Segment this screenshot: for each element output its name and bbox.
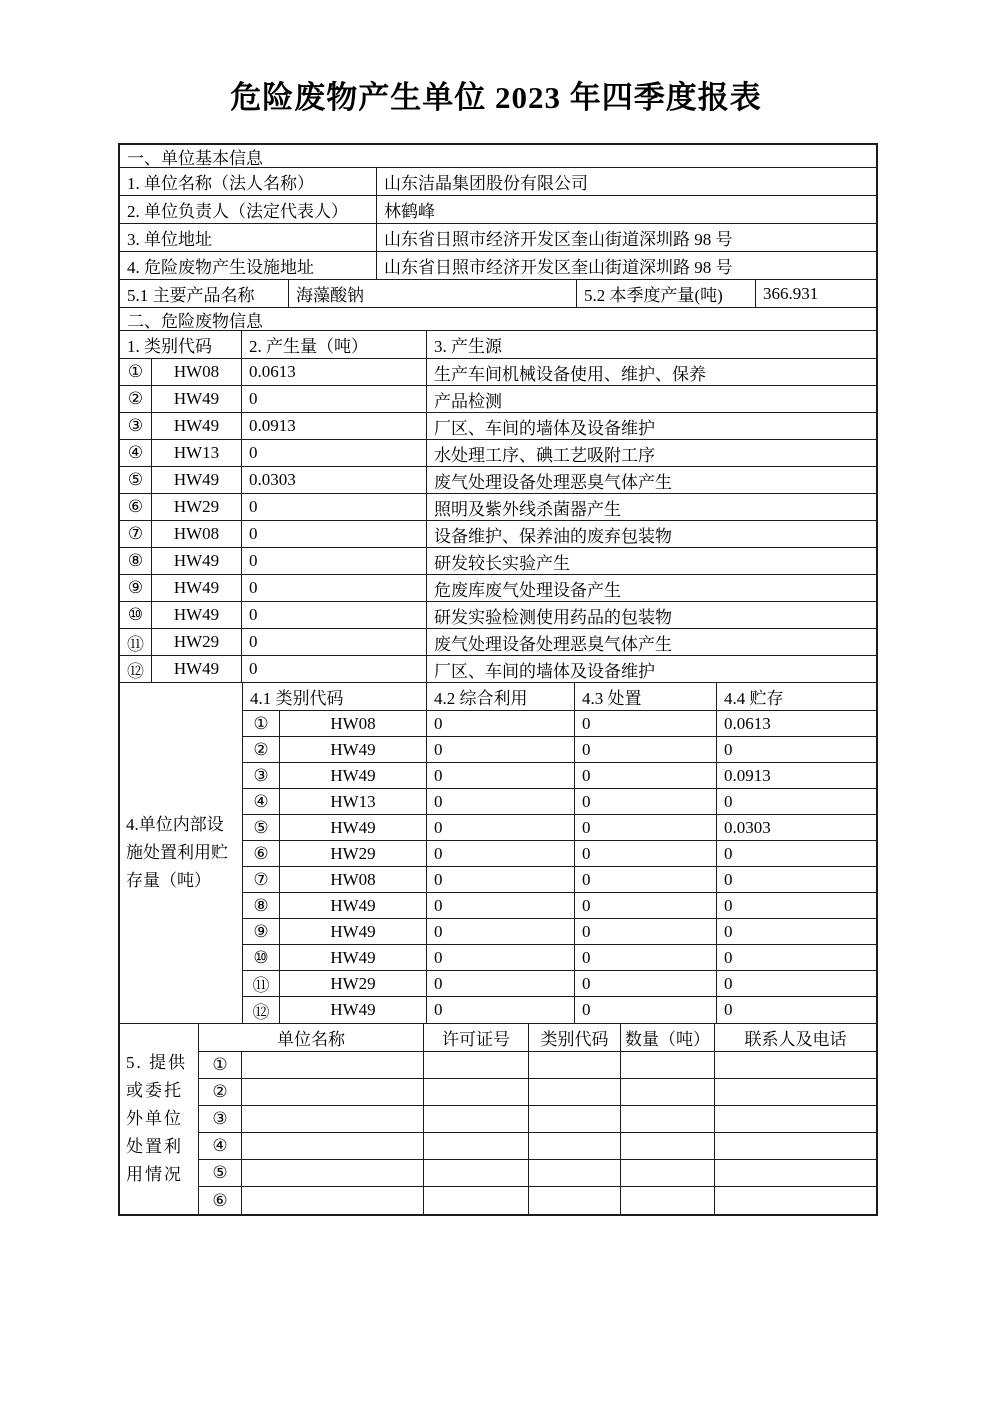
row-number-cell: ⑪ [120,629,152,655]
source-cell: 生产车间机械设备使用、维护、保养 [434,364,706,384]
license-cell [424,1160,529,1186]
info-row [120,196,876,224]
amount-cell: 0 [242,575,427,601]
contact-cell [715,1079,876,1105]
row-number-cell: ⑤ [243,815,280,840]
amount-cell: 0 [242,548,427,574]
internal-row [243,711,876,737]
info-label-responsible-person: 2. 单位负责人（法定代表人） [120,196,377,223]
category-code-cell: HW49 [152,548,242,574]
license-cell [424,1079,529,1105]
waste-row [120,521,876,548]
row-number-cell: ⑪ [243,971,280,996]
row-number-cell: ⑥ [199,1187,242,1214]
external-row [199,1052,876,1079]
section1-header-row [120,145,876,168]
utilization-cell: 0 [427,945,575,970]
utilization-cell: 0 [427,711,575,736]
product-row [120,280,876,308]
unit-name-cell [242,1052,424,1078]
col-unit-name: 单位名称 [199,1024,424,1051]
row-number-cell: ② [243,737,280,762]
internal-row [243,789,876,815]
row-number-cell: ① [199,1052,242,1078]
row-number-cell: ⑩ [120,602,152,628]
license-cell [424,1133,529,1159]
category-code-cell: HW49 [280,919,427,944]
col-contact: 联系人及电话 [744,1030,847,1049]
category-code-cell: HW08 [152,521,242,547]
disposal-cell: 0 [575,737,717,762]
utilization-cell: 0 [427,789,575,814]
unit-name-cell [242,1133,424,1159]
internal-row [243,841,876,867]
contact-cell [715,1187,876,1214]
waste-row [120,548,876,575]
row-number-cell: ⑫ [243,997,280,1023]
quantity-cell [621,1079,715,1105]
quarter-output-value: 366.931 [763,283,819,303]
quarter-output-label: 5.2 本季度产量(吨) [577,280,756,307]
row-number-cell: ② [120,386,152,412]
amount-cell: 0 [242,521,427,547]
row-number-cell: ⑨ [120,575,152,601]
contact-cell [715,1106,876,1132]
amount-cell: 0.0303 [242,467,427,493]
info-value-facility-address: 山东省日照市经济开发区奎山街道深圳路 98 号 [384,258,733,277]
source-cell: 废气处理设备处理恶臭气体产生 [434,472,672,492]
internal-disposal-body [243,683,876,1023]
row-number-cell: ① [243,711,280,736]
disposal-cell: 0 [575,971,717,996]
storage-cell: 0 [724,973,733,993]
utilization-cell: 0 [427,893,575,918]
internal-row [243,919,876,945]
col-41-category-code: 4.1 类别代码 [243,683,427,710]
storage-cell: 0 [724,791,733,811]
disposal-cell: 0 [575,763,717,788]
disposal-cell: 0 [575,815,717,840]
code-cell [529,1079,621,1105]
source-cell: 产品检测 [434,391,502,411]
disposal-cell: 0 [575,841,717,866]
category-code-cell: HW49 [152,602,242,628]
info-label-unit-address: 3. 单位地址 [120,224,377,251]
internal-columns-row [243,683,876,711]
internal-disposal-section [120,683,876,1024]
row-number-cell: ⑨ [243,919,280,944]
row-number-cell: ⑥ [120,494,152,520]
utilization-cell: 0 [427,971,575,996]
col-category-code: 1. 类别代码 [120,331,242,358]
col-source: 3. 产生源 [434,337,502,356]
amount-cell: 0 [242,494,427,520]
col-license-number: 许可证号 [424,1024,529,1051]
info-value-responsible-person: 林鹤峰 [384,202,435,221]
storage-cell: 0 [724,895,733,915]
col-amount: 2. 产生量（吨） [242,331,427,358]
amount-cell: 0.0613 [242,359,427,385]
waste-row [120,386,876,413]
category-code-cell: HW08 [280,711,427,736]
waste-row [120,629,876,656]
page-title: 危险废物产生单位 2023 年四季度报表 [230,80,762,115]
waste-row [120,602,876,629]
info-value-unit-name: 山东洁晶集团股份有限公司 [384,174,588,193]
row-number-cell: ① [120,359,152,385]
col-44-storage: 4.4 贮存 [724,689,784,708]
external-row [199,1133,876,1160]
waste-row [120,467,876,494]
storage-cell: 0 [724,1000,733,1019]
row-number-cell: ③ [243,763,280,788]
internal-row [243,945,876,971]
source-cell: 厂区、车间的墙体及设备维护 [434,661,655,681]
storage-cell: 0 [724,869,733,889]
category-code-cell: HW49 [152,656,242,682]
col-43-disposal: 4.3 处置 [575,683,717,710]
source-cell: 危废库废气处理设备产生 [434,580,621,600]
disposal-cell: 0 [575,997,717,1023]
code-cell [529,1052,621,1078]
category-code-cell: HW29 [280,971,427,996]
row-number-cell: ⑤ [199,1160,242,1186]
row-number-cell: ⑥ [243,841,280,866]
amount-cell: 0 [242,386,427,412]
section2-header-row [120,308,876,331]
source-cell: 厂区、车间的墙体及设备维护 [434,418,655,438]
external-disposal-body [199,1024,876,1214]
waste-columns-row [120,331,876,359]
unit-name-cell [242,1079,424,1105]
category-code-cell: HW49 [280,945,427,970]
external-disposal-label: 5. 提供或委托外单位处置利用情况 [120,1024,199,1214]
utilization-cell: 0 [427,919,575,944]
category-code-cell: HW49 [152,413,242,439]
category-code-cell: HW29 [280,841,427,866]
quantity-cell [621,1052,715,1078]
waste-row [120,575,876,602]
internal-row [243,971,876,997]
utilization-cell: 0 [427,867,575,892]
source-cell: 研发较长实验产生 [434,553,570,573]
internal-row [243,997,876,1023]
row-number-cell: ⑤ [120,467,152,493]
internal-disposal-label: 4.单位内部设施处置利用贮存量（吨） [120,683,243,1023]
unit-name-cell [242,1106,424,1132]
row-number-cell: ⑦ [243,867,280,892]
internal-row [243,763,876,789]
storage-cell: 0.0303 [724,817,771,837]
info-label-facility-address: 4. 危险废物产生设施地址 [120,252,377,279]
code-cell [529,1106,621,1132]
internal-row [243,867,876,893]
utilization-cell: 0 [427,841,575,866]
disposal-cell: 0 [575,919,717,944]
row-number-cell: ③ [199,1106,242,1132]
quantity-cell [621,1106,715,1132]
row-number-cell: ③ [120,413,152,439]
external-columns-row [199,1024,876,1052]
unit-name-cell [242,1160,424,1186]
code-cell [529,1133,621,1159]
category-code-cell: HW49 [280,997,427,1023]
amount-cell: 0.0913 [242,413,427,439]
internal-row [243,737,876,763]
storage-cell: 0 [724,947,733,967]
source-cell: 废气处理设备处理恶臭气体产生 [434,634,672,654]
amount-cell: 0 [242,602,427,628]
source-cell: 水处理工序、碘工艺吸附工序 [434,445,655,465]
category-code-cell: HW29 [152,629,242,655]
info-row [120,224,876,252]
product-name-value: 海藻酸钠 [289,280,577,307]
info-label-unit-name: 1. 单位名称（法人名称） [120,168,377,195]
disposal-cell: 0 [575,945,717,970]
source-cell: 设备维护、保养油的废弃包装物 [434,526,672,546]
code-cell [529,1160,621,1186]
row-number-cell: ④ [243,789,280,814]
internal-row [243,815,876,841]
utilization-cell: 0 [427,815,575,840]
row-number-cell: ⑦ [120,521,152,547]
license-cell [424,1187,529,1214]
category-code-cell: HW49 [280,737,427,762]
code-cell [529,1187,621,1214]
row-number-cell: ④ [199,1133,242,1159]
category-code-cell: HW29 [152,494,242,520]
disposal-cell: 0 [575,867,717,892]
category-code-cell: HW49 [280,893,427,918]
contact-cell [715,1160,876,1186]
quantity-cell [621,1187,715,1214]
external-disposal-section [120,1024,876,1214]
section1-header: 一、单位基本信息 [127,148,263,167]
row-number-cell: ② [199,1079,242,1105]
category-code-cell: HW49 [152,386,242,412]
waste-row [120,440,876,467]
storage-cell: 0 [724,843,733,863]
category-code-cell: HW08 [280,867,427,892]
source-cell: 照明及紫外线杀菌器产生 [434,499,621,519]
unit-name-cell [242,1187,424,1214]
category-code-cell: HW49 [280,815,427,840]
section2-header: 二、危险废物信息 [127,311,263,330]
utilization-cell: 0 [427,737,575,762]
row-number-cell: ④ [120,440,152,466]
row-number-cell: ⑫ [120,656,152,682]
waste-row [120,413,876,440]
contact-cell [715,1052,876,1078]
info-row [120,252,876,280]
source-cell: 研发实验检测使用药品的包装物 [434,607,672,627]
col-category-code: 类别代码 [529,1024,621,1051]
info-value-unit-address: 山东省日照市经济开发区奎山街道深圳路 98 号 [384,230,733,249]
category-code-cell: HW49 [152,575,242,601]
row-number-cell: ⑩ [243,945,280,970]
contact-cell [715,1133,876,1159]
col-42-utilization: 4.2 综合利用 [427,683,575,710]
info-row [120,168,876,196]
category-code-cell: HW13 [280,789,427,814]
col-quantity: 数量（吨） [621,1024,715,1051]
row-number-cell: ⑧ [243,893,280,918]
disposal-cell: 0 [575,711,717,736]
storage-cell: 0.0913 [724,765,771,785]
external-row [199,1160,876,1187]
disposal-cell: 0 [575,893,717,918]
amount-cell: 0 [242,629,427,655]
external-row [199,1187,876,1214]
utilization-cell: 0 [427,997,575,1023]
external-row [199,1079,876,1106]
storage-cell: 0 [724,921,733,941]
category-code-cell: HW49 [152,467,242,493]
category-code-cell: HW49 [280,763,427,788]
amount-cell: 0 [242,656,427,682]
utilization-cell: 0 [427,763,575,788]
category-code-cell: HW08 [152,359,242,385]
category-code-cell: HW13 [152,440,242,466]
storage-cell: 0 [724,739,733,759]
disposal-cell: 0 [575,789,717,814]
storage-cell: 0.0613 [724,713,771,733]
waste-row [120,359,876,386]
product-name-label: 5.1 主要产品名称 [120,280,289,307]
row-number-cell: ⑧ [120,548,152,574]
report-table [118,143,878,1216]
license-cell [424,1106,529,1132]
internal-row [243,893,876,919]
license-cell [424,1052,529,1078]
quantity-cell [621,1160,715,1186]
quantity-cell [621,1133,715,1159]
external-row [199,1106,876,1133]
amount-cell: 0 [242,440,427,466]
waste-row [120,656,876,683]
waste-row [120,494,876,521]
